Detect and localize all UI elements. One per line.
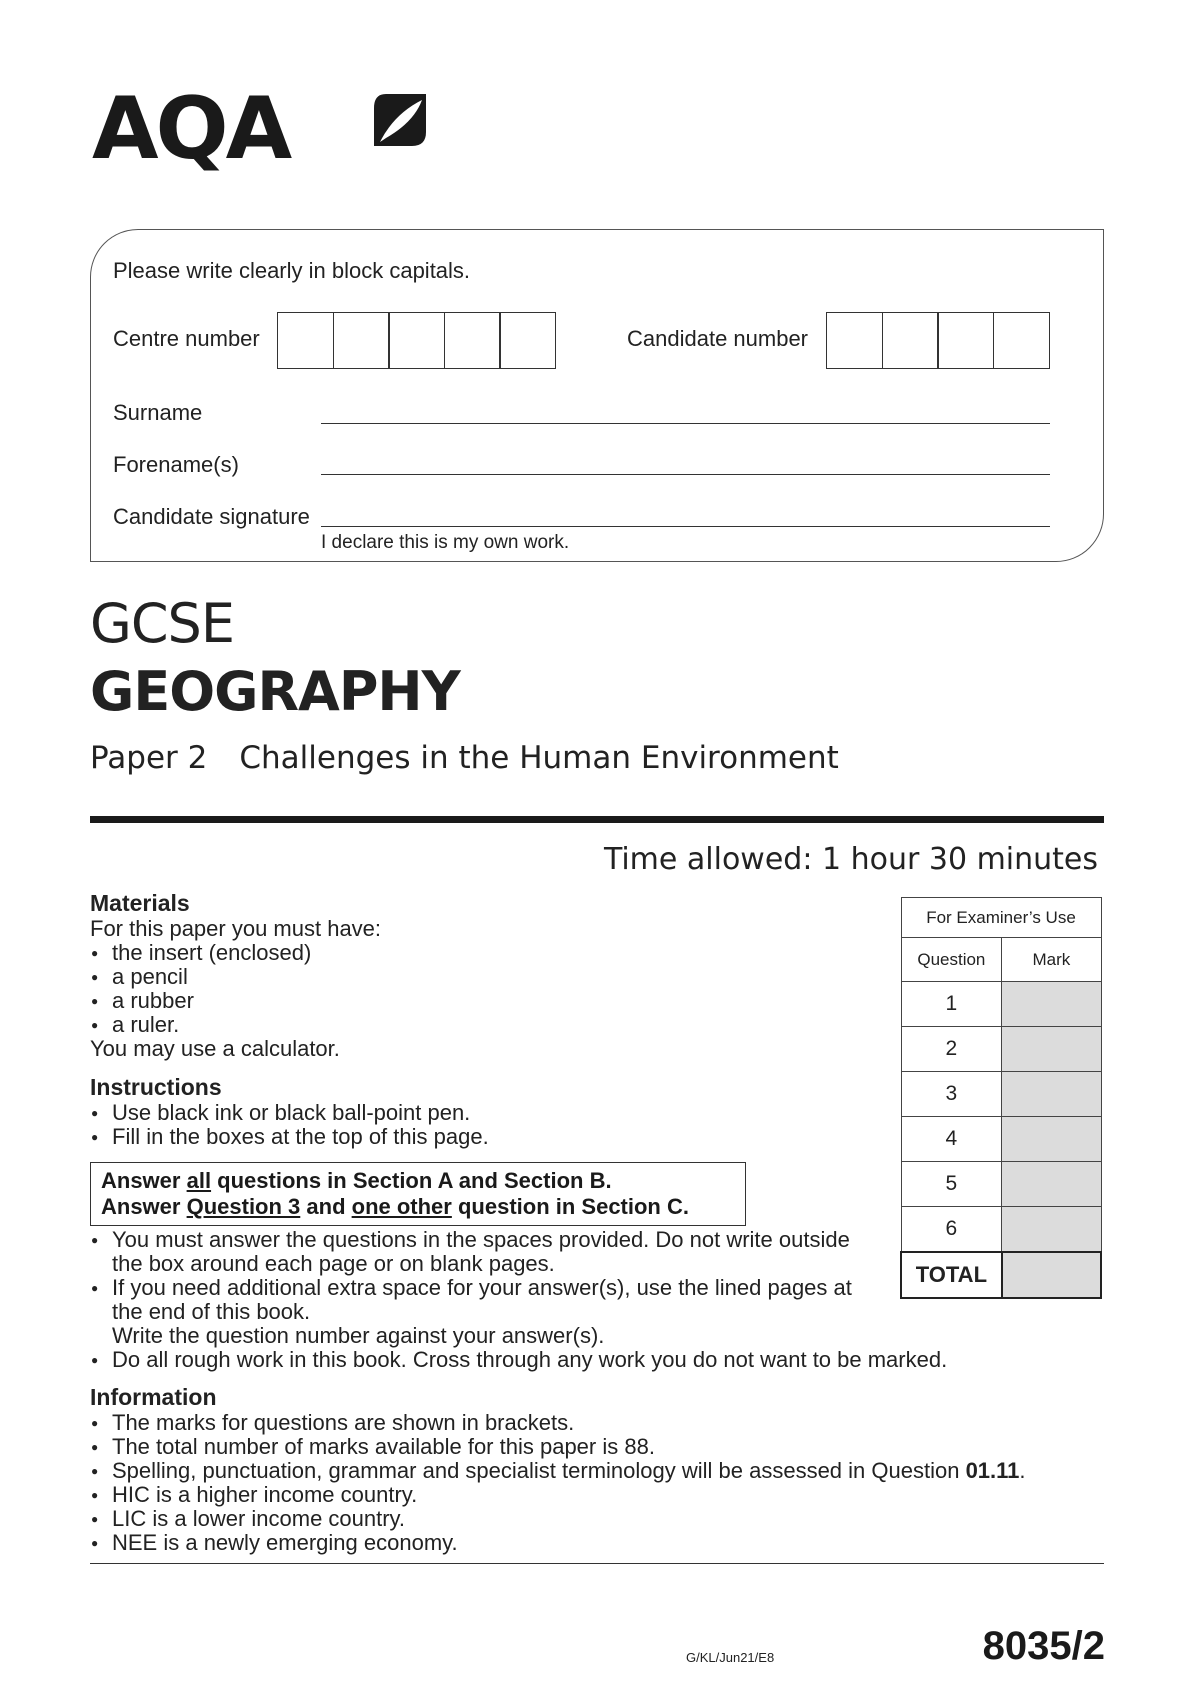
rough-work-list xyxy=(90,1348,1100,1372)
list-item: ● NEE is a newly emerging economy. xyxy=(90,1531,1100,1555)
mark-cell xyxy=(1002,1162,1101,1207)
block-capitals-instruction: Please write clearly in block capitals. xyxy=(113,258,471,283)
mark-cell xyxy=(1002,982,1101,1027)
information-list xyxy=(90,1411,1100,1555)
aqa-logo: AQA xyxy=(92,79,290,179)
paper-title xyxy=(90,740,839,776)
list-item: ● Do all rough work in this book. Cross through any work you do not want to be marked. xyxy=(90,1348,1100,1372)
question-column-header: Question xyxy=(901,938,1002,982)
list-item: ● Fill in the boxes at the top of this page. xyxy=(90,1125,870,1149)
centre-number-digit[interactable] xyxy=(333,312,390,369)
candidate-number-boxes[interactable] xyxy=(826,312,1050,369)
list-item: ● Spelling, punctuation, grammar and specialist terminology will be assessed in Question 01.11. xyxy=(90,1459,1100,1483)
centre-number-digit[interactable] xyxy=(499,312,556,369)
instructions-section xyxy=(90,1074,870,1149)
title-divider xyxy=(90,816,1104,823)
instructions-more xyxy=(90,1228,870,1348)
calculator-note: You may use a calculator. xyxy=(90,1036,340,1061)
list-item: ● LIC is a lower income country. xyxy=(90,1507,1100,1531)
document-reference: G/KL/Jun21/E8 xyxy=(686,1650,775,1665)
answer-line-2: Answer Question 3 and one other question in Section C. xyxy=(101,1194,689,1219)
answer-instructions-box xyxy=(90,1162,746,1226)
list-item: ● HIC is a higher income country. xyxy=(90,1483,1100,1507)
total-label: TOTAL xyxy=(901,1252,1002,1298)
candidate-number-digit[interactable] xyxy=(882,312,939,369)
forenames-label: Forename(s) xyxy=(113,452,239,477)
examiner-use-table xyxy=(900,897,1102,1299)
information-section xyxy=(90,1384,1100,1555)
list-item: ● If you need additional extra space for your answer(s), use the lined pages at the end of this book. xyxy=(90,1276,870,1324)
instructions-heading: Instructions xyxy=(90,1074,222,1100)
qualification-title: GCSE xyxy=(90,592,234,655)
question-number: 6 xyxy=(901,1207,1002,1253)
paper-number: Paper 2 xyxy=(90,740,208,776)
candidate-number-label: Candidate number xyxy=(627,326,809,351)
candidate-number-digit[interactable] xyxy=(937,312,994,369)
signature-label: Candidate signature xyxy=(113,504,310,529)
declaration-text: I declare this is my own work. xyxy=(321,532,570,553)
paper-name: Challenges in the Human Environment xyxy=(239,740,839,776)
examiner-use-heading: For Examiner’s Use xyxy=(901,898,1101,938)
time-allowed: Time allowed: 1 hour 30 minutes xyxy=(603,842,1098,877)
mark-cell xyxy=(1002,1207,1101,1253)
total-mark-cell xyxy=(1002,1252,1101,1298)
forenames-field[interactable] xyxy=(321,474,1050,475)
mark-column-header: Mark xyxy=(1002,938,1101,982)
rough-work-wrap xyxy=(90,1348,1100,1372)
list-item: ● You must answer the questions in the spaces provided. Do not write outside the box around each page or on blank pages. xyxy=(90,1228,870,1276)
signature-field[interactable] xyxy=(321,526,1050,527)
question-number: 5 xyxy=(901,1162,1002,1207)
centre-number-label: Centre number xyxy=(113,326,260,351)
materials-section xyxy=(90,890,870,1061)
list-item: ● The total number of marks available for this paper is 88. xyxy=(90,1435,1100,1459)
question-number: 3 xyxy=(901,1072,1002,1117)
list-item: ● Use black ink or black ball-point pen. xyxy=(90,1101,870,1125)
materials-list xyxy=(90,941,870,1037)
list-item: ● a pencil xyxy=(90,965,870,989)
mark-cell xyxy=(1002,1117,1101,1162)
instructions-list xyxy=(90,1101,870,1149)
centre-number-digit[interactable] xyxy=(444,312,501,369)
question-number: 2 xyxy=(901,1027,1002,1072)
leaf-logo-icon xyxy=(372,92,428,148)
materials-heading: Materials xyxy=(90,890,190,916)
subject-title: GEOGRAPHY xyxy=(90,660,460,723)
centre-number-digit[interactable] xyxy=(277,312,334,369)
list-item: ● The marks for questions are shown in brackets. xyxy=(90,1411,1100,1435)
surname-field[interactable] xyxy=(321,423,1050,424)
information-heading: Information xyxy=(90,1384,217,1410)
instructions-more-list xyxy=(90,1228,870,1324)
list-item: ● a ruler. xyxy=(90,1013,870,1037)
centre-number-digit[interactable] xyxy=(388,312,445,369)
candidate-number-digit[interactable] xyxy=(993,312,1050,369)
centre-number-boxes[interactable] xyxy=(277,312,556,369)
mark-cell xyxy=(1002,1072,1101,1117)
list-item: ● a rubber xyxy=(90,989,870,1013)
footer-divider xyxy=(90,1563,1104,1564)
list-item: ● the insert (enclosed) xyxy=(90,941,870,965)
candidate-number-digit[interactable] xyxy=(826,312,883,369)
mark-cell xyxy=(1002,1027,1101,1072)
surname-label: Surname xyxy=(113,400,203,425)
question-number: 4 xyxy=(901,1117,1002,1162)
paper-code: 8035/2 xyxy=(982,1624,1105,1668)
question-number: 1 xyxy=(901,982,1002,1027)
answer-line-1: Answer all questions in Section A and Section B. xyxy=(101,1168,612,1193)
write-number-note: Write the question number against your answer(s). xyxy=(112,1323,605,1348)
materials-intro: For this paper you must have: xyxy=(90,916,382,941)
